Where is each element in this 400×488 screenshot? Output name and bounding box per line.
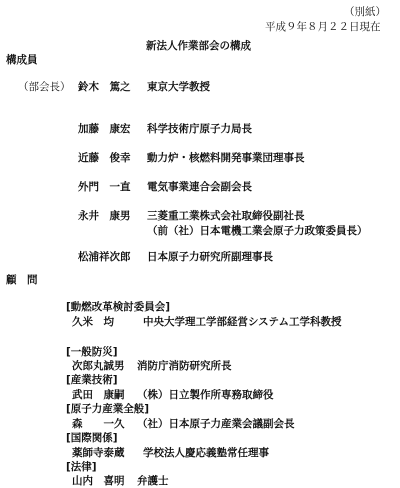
member-affiliation: 日本原子力研究所副理事長 bbox=[147, 251, 273, 263]
advisor-affiliation: 中央大学理工学部経営システム工学科教授 bbox=[143, 316, 342, 328]
advisor-category: [動燃改革検討委員会] bbox=[66, 301, 171, 313]
advisor-affiliation: （社）日本原子力産業会議副会長 bbox=[137, 418, 295, 430]
advisor-name: 次郎丸誠男 bbox=[72, 360, 125, 372]
document-date: 平成９年８月２２日現在 bbox=[265, 21, 381, 33]
advisor-name: 久米 均 bbox=[72, 316, 114, 328]
advisor-affiliation: 弁護士 bbox=[137, 475, 169, 487]
member-affiliation: 動力炉・核燃料開発事業団理事長 bbox=[147, 152, 305, 164]
member-affiliation: 三菱重工業株式会社取締役副社長 bbox=[147, 210, 305, 222]
advisor-affiliation: 学校法人慶応義塾常任理事 bbox=[143, 447, 269, 459]
attachment-label: （別紙） bbox=[344, 6, 386, 18]
member-name: 外門 一直 bbox=[78, 181, 131, 193]
advisor-category: [産業技術] bbox=[66, 374, 118, 386]
members-heading: 構成員 bbox=[6, 54, 38, 66]
member-name: 加藤 康宏 bbox=[78, 123, 131, 135]
advisor-name: 薬師寺泰蔵 bbox=[72, 447, 125, 459]
member-name: 松浦祥次郎 bbox=[78, 251, 131, 263]
advisor-name: 森 一久 bbox=[72, 418, 125, 430]
member-name: 永井 康男 bbox=[78, 210, 131, 222]
member-affiliation-secondary: （前（社）日本電機工業会原子力政策委員長） bbox=[147, 225, 368, 237]
document-title: 新法人作業部会の構成 bbox=[146, 40, 251, 52]
advisor-category: [原子力産業全般] bbox=[66, 403, 150, 415]
member-affiliation: 電気事業連合会副会長 bbox=[147, 181, 252, 193]
advisor-category: [法律] bbox=[66, 461, 97, 473]
advisor-category: [国際関係] bbox=[66, 432, 118, 444]
member-role: （部会長） bbox=[18, 81, 71, 93]
advisor-name: 武田 康嗣 bbox=[72, 389, 125, 401]
advisor-affiliation: 消防庁消防研究所長 bbox=[137, 360, 232, 372]
advisor-affiliation: （株）日立製作所専務取締役 bbox=[137, 389, 274, 401]
advisor-category: [一般防災] bbox=[66, 346, 118, 358]
advisors-heading: 顧 問 bbox=[6, 274, 38, 286]
member-affiliation: 東京大学教授 bbox=[147, 81, 210, 93]
member-name: 近藤 俊幸 bbox=[78, 152, 131, 164]
member-affiliation: 科学技術庁原子力局長 bbox=[147, 123, 252, 135]
advisor-name: 山内 喜明 bbox=[72, 475, 125, 487]
member-name: 鈴木 篤之 bbox=[78, 81, 131, 93]
